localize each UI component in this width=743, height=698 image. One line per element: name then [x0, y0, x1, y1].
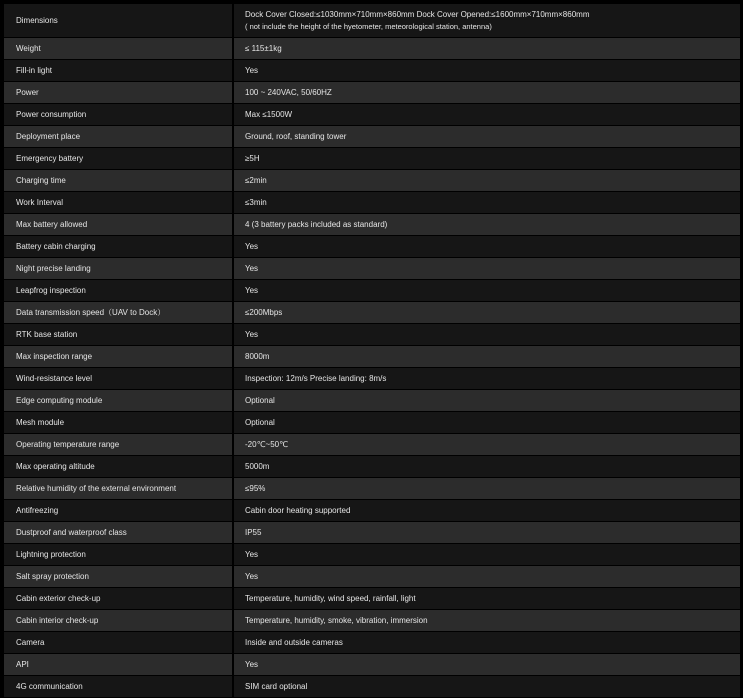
spec-label: Power consumption: [4, 104, 233, 126]
spec-value: Yes: [233, 60, 740, 82]
spec-value: 4 (3 battery packs included as standard): [233, 214, 740, 236]
spec-row: [4, 346, 740, 368]
spec-value: SIM card optional: [233, 676, 740, 698]
spec-row: [4, 434, 740, 456]
spec-row: [4, 148, 740, 170]
spec-label: Camera: [4, 632, 233, 654]
spec-value: Yes: [233, 544, 740, 566]
spec-row: [4, 610, 740, 632]
spec-value: 5000m: [233, 456, 740, 478]
spec-label: Data transmission speed（UAV to Dock）: [4, 302, 233, 324]
spec-row: [4, 192, 740, 214]
spec-value: IP55: [233, 522, 740, 544]
spec-label: Charging time: [4, 170, 233, 192]
spec-row: [4, 478, 740, 500]
spec-value: Inside and outside cameras: [233, 632, 740, 654]
spec-row: [4, 544, 740, 566]
spec-label: 4G communication: [4, 676, 233, 698]
spec-label: Deployment place: [4, 126, 233, 148]
spec-value: [233, 4, 740, 38]
spec-label: Cabin interior check-up: [4, 610, 233, 632]
spec-row: [4, 654, 740, 676]
spec-label: Cabin exterior check-up: [4, 588, 233, 610]
spec-row: [4, 60, 740, 82]
spec-label: Dustproof and waterproof class: [4, 522, 233, 544]
spec-value: ≤ 115±1kg: [233, 38, 740, 60]
spec-table: [4, 3, 740, 698]
spec-value: Yes: [233, 654, 740, 676]
spec-value: Cabin door heating supported: [233, 500, 740, 522]
spec-row: [4, 368, 740, 390]
spec-row: [4, 324, 740, 346]
spec-row: [4, 82, 740, 104]
spec-row: [4, 588, 740, 610]
spec-row: [4, 390, 740, 412]
spec-value: Inspection: 12m/s Precise landing: 8m/s: [233, 368, 740, 390]
spec-row: [4, 104, 740, 126]
spec-value: Yes: [233, 236, 740, 258]
spec-row: [4, 4, 740, 38]
spec-value: ≤200Mbps: [233, 302, 740, 324]
spec-row: [4, 412, 740, 434]
spec-row: [4, 566, 740, 588]
spec-label: Power: [4, 82, 233, 104]
spec-label: Antifreezing: [4, 500, 233, 522]
spec-label: Mesh module: [4, 412, 233, 434]
spec-row: [4, 258, 740, 280]
spec-table-body: [4, 4, 740, 698]
spec-row: [4, 522, 740, 544]
spec-label: Emergency battery: [4, 148, 233, 170]
spec-value-note: ( not include the height of the hyetometer, meteorological station, antenna): [245, 21, 492, 31]
spec-label: Relative humidity of the external environment: [4, 478, 233, 500]
spec-value: Optional: [233, 412, 740, 434]
spec-value: ≤2min: [233, 170, 740, 192]
spec-label: Battery cabin charging: [4, 236, 233, 258]
spec-value: Max ≤1500W: [233, 104, 740, 126]
spec-label: Operating temperature range: [4, 434, 233, 456]
spec-value: ≤3min: [233, 192, 740, 214]
spec-row: [4, 170, 740, 192]
spec-value: Yes: [233, 280, 740, 302]
spec-value: ≤95%: [233, 478, 740, 500]
spec-label: API: [4, 654, 233, 676]
spec-label: Max inspection range: [4, 346, 233, 368]
spec-row: [4, 302, 740, 324]
spec-row: [4, 456, 740, 478]
spec-label: Lightning protection: [4, 544, 233, 566]
spec-value: ≥5H: [233, 148, 740, 170]
spec-value: -20℃~50℃: [233, 434, 740, 456]
spec-value: 8000m: [233, 346, 740, 368]
spec-label: Salt spray protection: [4, 566, 233, 588]
spec-label: Fill-in light: [4, 60, 233, 82]
spec-row: [4, 38, 740, 60]
spec-label: Edge computing module: [4, 390, 233, 412]
spec-label: RTK base station: [4, 324, 233, 346]
spec-value: Yes: [233, 258, 740, 280]
spec-row: [4, 126, 740, 148]
spec-row: [4, 236, 740, 258]
spec-label: Max operating altitude: [4, 456, 233, 478]
spec-row: [4, 214, 740, 236]
spec-value-main: Dock Cover Closed:≤1030mm×710mm×860mm Dock Cover Opened:≤1600mm×710mm×860mm: [245, 9, 590, 19]
spec-row: [4, 280, 740, 302]
spec-label: Night precise landing: [4, 258, 233, 280]
spec-value: Temperature, humidity, smoke, vibration, immersion: [233, 610, 740, 632]
spec-value: Yes: [233, 324, 740, 346]
spec-value: Ground, roof, standing tower: [233, 126, 740, 148]
spec-label: Max battery allowed: [4, 214, 233, 236]
spec-label: Dimensions: [4, 4, 233, 38]
spec-value: Optional: [233, 390, 740, 412]
spec-label: Weight: [4, 38, 233, 60]
spec-value: Yes: [233, 566, 740, 588]
spec-label: Leapfrog inspection: [4, 280, 233, 302]
spec-row: [4, 500, 740, 522]
spec-label: Wind-resistance level: [4, 368, 233, 390]
spec-row: [4, 676, 740, 698]
spec-label: Work Interval: [4, 192, 233, 214]
spec-value: 100 ~ 240VAC, 50/60HZ: [233, 82, 740, 104]
spec-value: Temperature, humidity, wind speed, rainfall, light: [233, 588, 740, 610]
spec-row: [4, 632, 740, 654]
